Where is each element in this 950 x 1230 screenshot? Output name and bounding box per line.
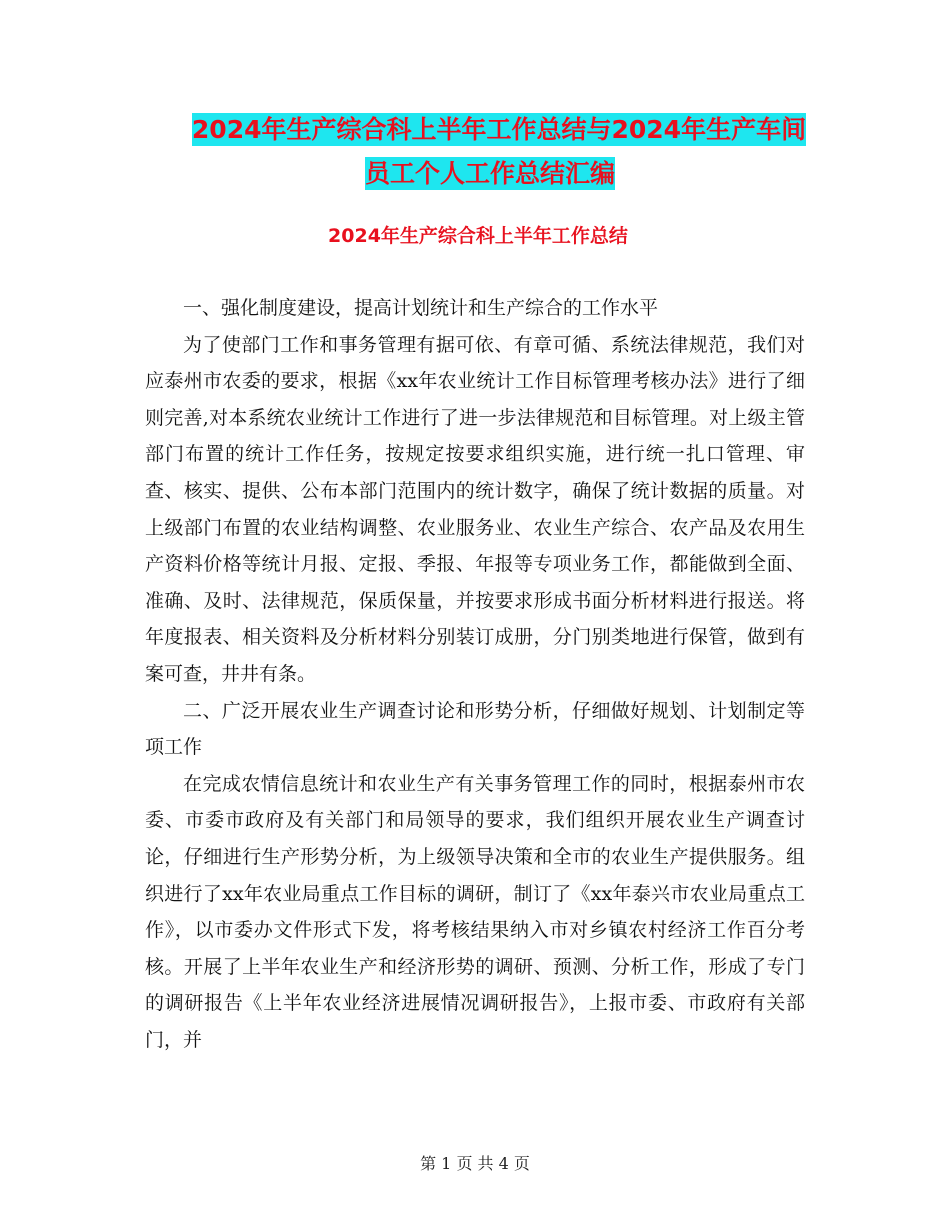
document-body: [145, 290, 805, 1058]
body-paragraph-2: 在完成农情信息统计和农业生产有关事务管理工作的同时，根据泰州市农委、市委市政府及有关部门和局领导的要求，我们组织开展农业生产调查讨论，仔细进行生产形势分析，为上级领导决策和全市的农业生产提供服务。组织进行了xx年农业局重点工作目标的调研，制订了《xx年泰兴市农业局重点工作》，以市委办文件形式下发，将考核结果纳入市对乡镇农村经济工作百分考核。开展了上半年农业生产和经济形势的调研、预测、分析工作，形成了专门的调研报告《上半年农业经济进展情况调研报告》，上报市委、市政府有关部门，并: [145, 772, 805, 1051]
document-title: [0, 108, 950, 196]
page-footer: 第 1 页 共 4 页: [420, 1154, 530, 1173]
section-title: 2024年生产综合科上半年工作总结: [328, 225, 628, 247]
document-title-line-2: 员工个人工作总结汇编: [364, 159, 615, 188]
heading-paragraph-1: 一、强化制度建设，提高计划统计和生产综合的工作水平: [183, 297, 659, 319]
heading-paragraph-2: 二、广泛开展农业生产调查讨论和形势分析，仔细做好规划、计划制定等项工作: [145, 699, 805, 759]
body-paragraph-1: 为了使部门工作和事务管理有据可依、有章可循、系统法律规范，我们对应泰州市农委的要求，根据《xx年农业统计工作目标管理考核办法》进行了细则完善,对本系统农业统计工作进行了进一步法律规范和目标管理。对上级主管部门布置的统计工作任务，按规定按要求组织实施，进行统一扎口管理、审查、核实、提供、公布本部门范围内的统计数字，确保了统计数据的质量。对上级部门布置的农业结构调整、农业服务业、农业生产综合、农产品及农用生产资料价格等统计月报、定报、季报、年报等专项业务工作，都能做到全面、准确、及时、法律规范，保质保量，并按要求形成书面分析材料进行报送。将年度报表、相关资料及分析材料分别装订成册，分门别类地进行保管，做到有案可查，井井有条。: [145, 333, 805, 685]
document-title-line-1: 2024年生产综合科上半年工作总结与2024年生产车间: [191, 115, 807, 144]
